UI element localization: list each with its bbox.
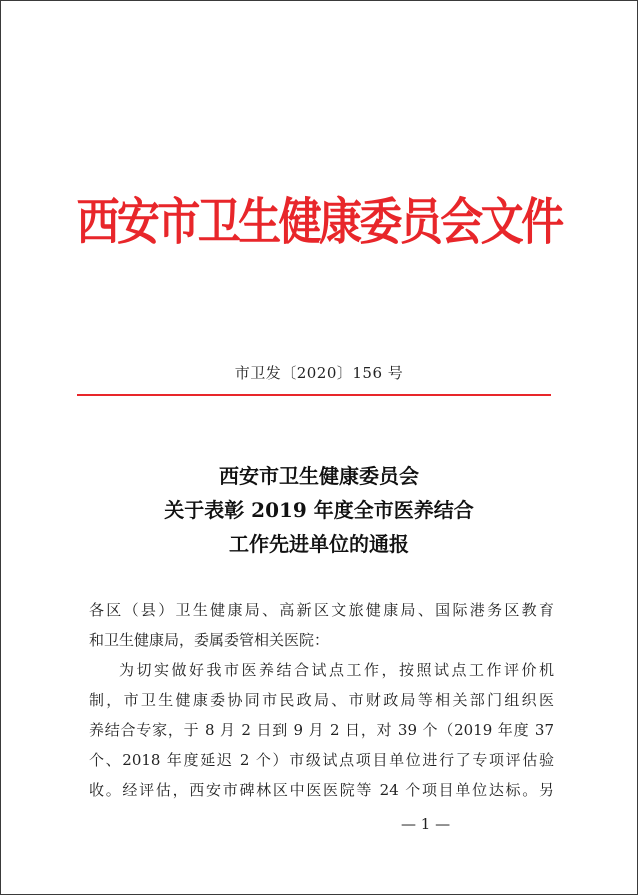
document-subject <box>1 459 637 561</box>
addressee-paragraph <box>89 595 554 655</box>
addressee-line-1: 各区（县）卫生健康局、高新区文旅健康局、国际港务区教育 <box>89 601 554 619</box>
body-line-4: 个、2018 年度延迟 2 个）市级试点项目单位进行了专项评估验 <box>89 751 554 769</box>
body-line-5: 收。经评估，西安市碑林区中医医院等 24 个项目单位达标。另 <box>89 781 554 799</box>
subject-line-3: 工作先进单位的通报 <box>229 532 409 556</box>
document-body <box>89 595 554 805</box>
page-number: — 1 — <box>401 815 451 833</box>
body-line-1: 为切实做好我市医养结合试点工作，按照试点工作评价机 <box>119 661 554 679</box>
subject-line-1: 西安市卫生健康委员会 <box>219 464 419 488</box>
red-separator-rule <box>77 394 551 396</box>
body-line-3: 养结合专家，于 8 月 2 日到 9 月 2 日，对 39 个（2019 年度 37 <box>89 721 554 739</box>
subject-line-2: 关于表彰 2019 年度全市医养结合 <box>164 498 474 522</box>
body-line-2: 制，市卫生健康委协同市民政局、市财政局等相关部门组织医 <box>89 691 554 709</box>
body-paragraph-1 <box>89 655 554 805</box>
issuer-header-title: 西安市卫生健康委员会文件 <box>76 192 562 251</box>
document-number: 市卫发〔2020〕156 号 <box>234 364 404 382</box>
addressee-line-2: 和卫生健康局，委属委管相关医院： <box>89 631 330 649</box>
